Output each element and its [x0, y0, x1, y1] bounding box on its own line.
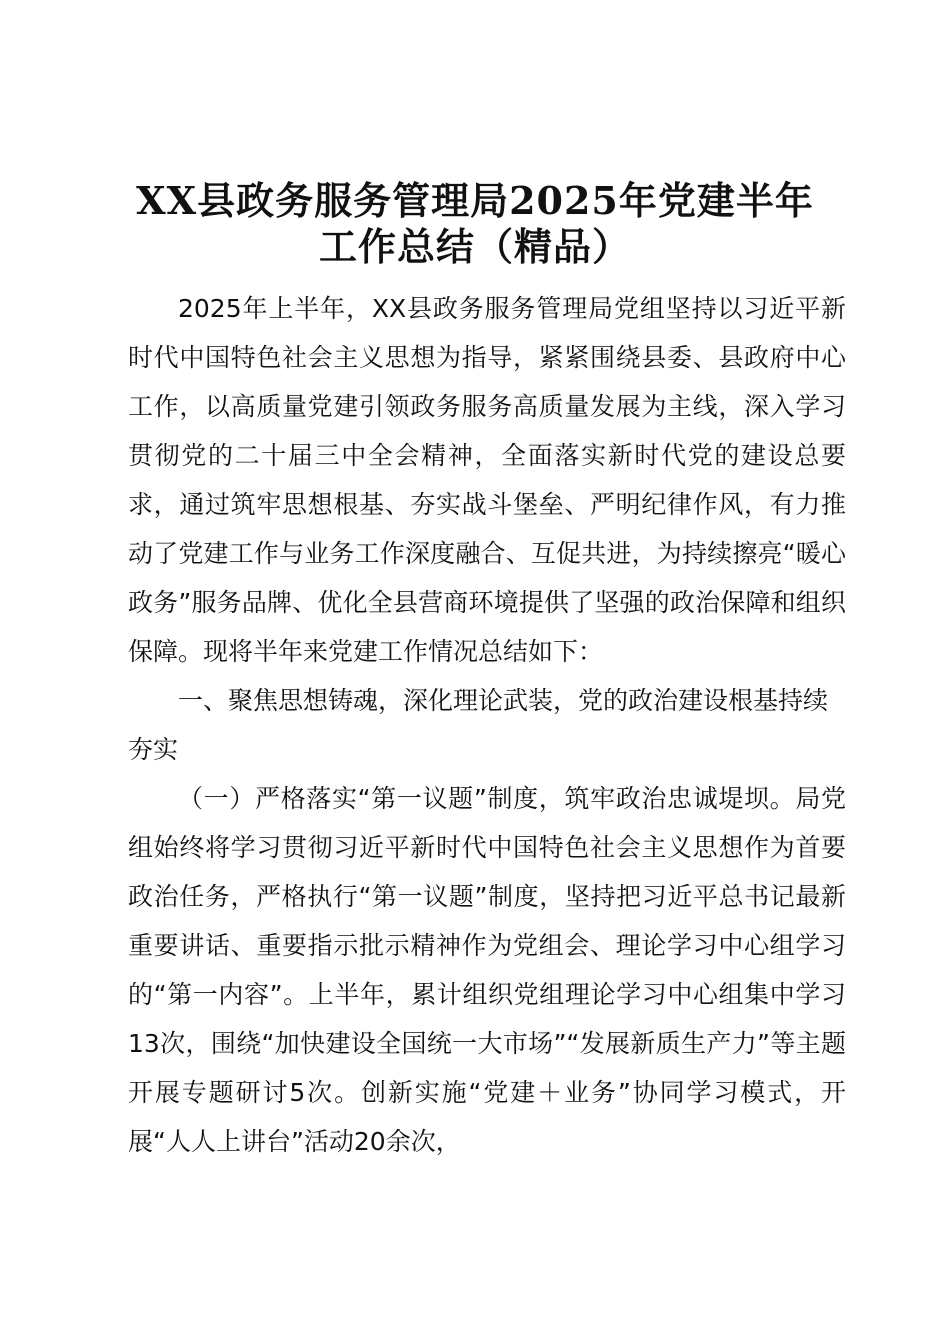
document-title-line-1: XX县政务服务管理局2025年党建半年 — [136, 178, 814, 223]
document-title-line-2: 工作总结（精品） — [318, 224, 631, 269]
intro-paragraph: 2025年上半年，XX县政务服务管理局党组坚持以习近平新时代中国特色社会主义思想为指导，紧紧围绕县委、县政府中心工作，以高质量党建引领政务服务高质量发展为主线，深入学习贯彻党的二十届三中全会精神，全面落实新时代党的建设总要求，通过筑牢思想根基、夯实战斗堡垒、严明纪律作风，有力推动了党建工作与业务工作深度融合、互促共进，为持续擦亮“暖心政务”服务品牌、优化全县营商环境提供了坚强的政治保障和组织保障。现将半年来党建工作情况总结如下： — [128, 294, 846, 666]
document-body — [128, 284, 846, 1166]
subsection-paragraph-1: （一）严格落实“第一议题”制度，筑牢政治忠诚堤坝。局党组始终将学习贯彻习近平新时代中国特色社会主义思想作为首要政治任务，严格执行“第一议题”制度，坚持把习近平总书记最新重要讲话、重要指示批示精神作为党组会、理论学习中心组学习的“第一内容”。上半年，累计组织党组理论学习中心组集中学习13次，围绕“加快建设全国统一大市场”“发展新质生产力”等主题开展专题研讨5次。创新实施“党建＋业务”协同学习模式，开展“人人上讲台”活动20余次， — [128, 784, 846, 1156]
document-title — [100, 178, 850, 270]
section-heading-1: 一、聚焦思想铸魂，深化理论武装，党的政治建设根基持续夯实 — [128, 686, 829, 764]
